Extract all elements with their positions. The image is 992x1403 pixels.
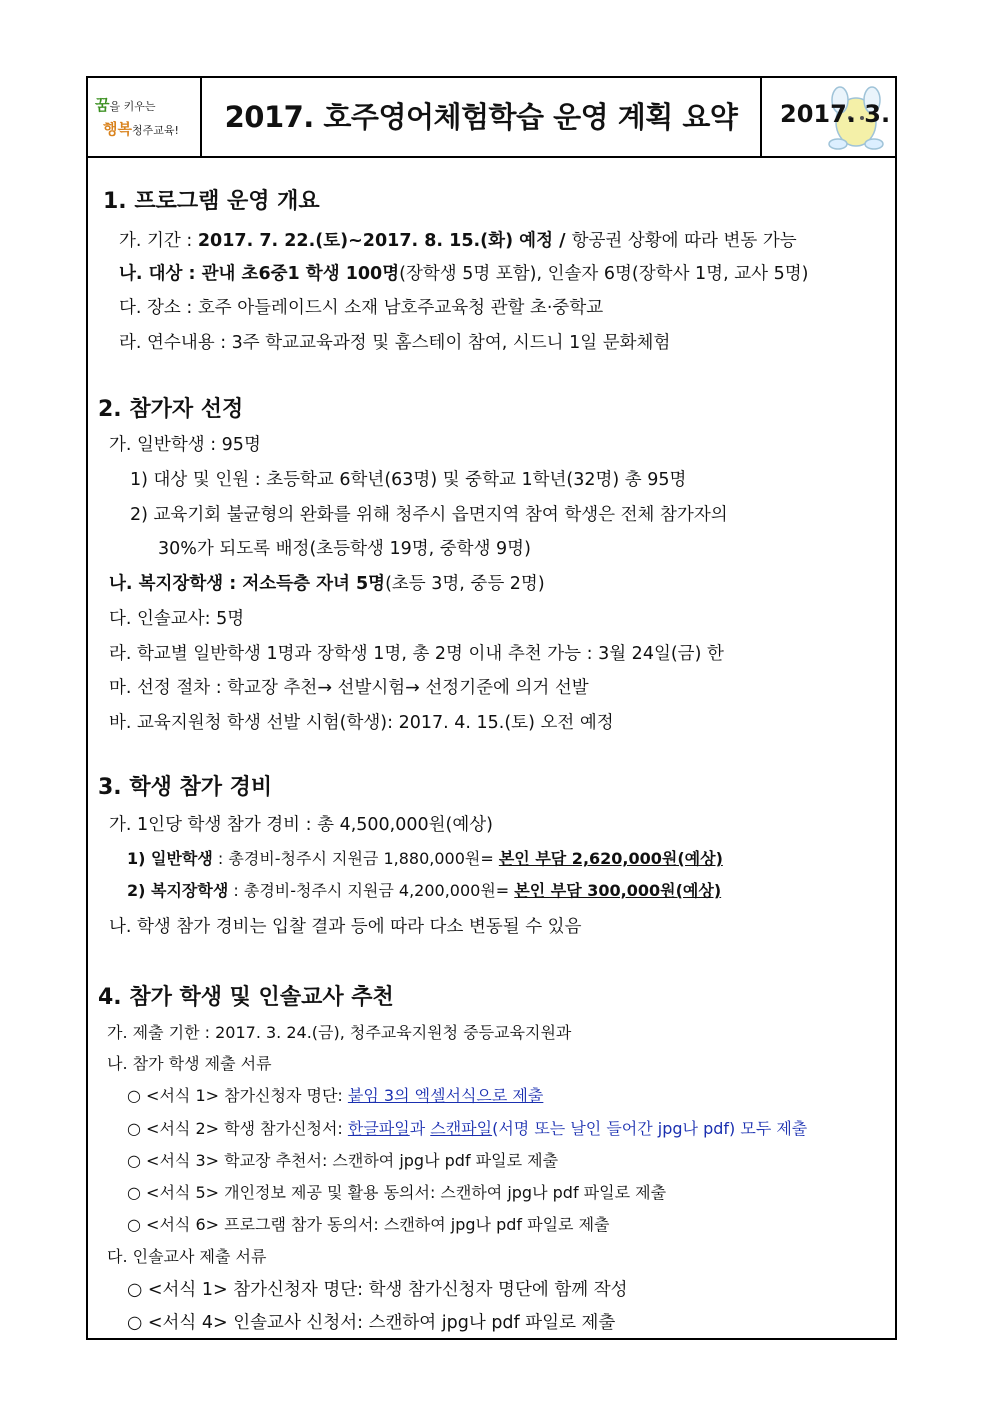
s4-form-1-link: 붙임 3의 엑셀서식으로 제출 (347, 1086, 544, 1105)
s2-general-2b: 30%가 되도록 배정(초등학생 19명, 중학생 9명) (158, 539, 531, 559)
header-table (88, 78, 895, 158)
slogan-line-2 (103, 118, 179, 139)
slogan-line-1 (95, 94, 156, 115)
s4-form-2 (127, 1116, 807, 1139)
s1-period-dates: 2017. 7. 22.(토)~2017. 8. 15.(화) 예정 / (197, 231, 572, 251)
s1-place: 다. 장소 : 호주 아들레이드시 소재 남호주교육청 관할 초·중학교 (119, 298, 604, 318)
s1-period-note: 항공권 상황에 따라 변동 가능 (571, 231, 797, 251)
s3-welfare-label: 2) 복지장학생 (127, 881, 229, 900)
section-3-heading: 3. 학생 참가 경비 (98, 775, 273, 800)
s4-form-1-label: ○ <서식 1> 참가신청자 명단: (127, 1086, 348, 1105)
slogan-logo (88, 78, 202, 156)
section-2-heading: 2. 참가자 선정 (98, 397, 244, 422)
s3-note: 나. 학생 참가 경비는 입찰 결과 등에 따라 다소 변동될 수 있음 (109, 917, 582, 937)
slogan-text-1: 을 키우는 (109, 100, 156, 113)
s2-school-quota: 라. 학교별 일반학생 1명과 장학생 1명, 총 2명 이내 추천 가능 : 3월 24일(금) 한 (109, 644, 724, 664)
section-4-heading: 4. 참가 학생 및 인솔교사 추천 (98, 985, 394, 1010)
s4-teacher-form-1: ○ <서식 1> 참가신청자 명단: 학생 참가신청자 명단에 함께 작성 (127, 1280, 628, 1300)
s4-form-2-hwp: 한글파일 (347, 1119, 410, 1138)
section-1-heading: 1. 프로그램 운영 개요 (103, 189, 320, 214)
s2-welfare-detail: (초등 3명, 중등 2명) (385, 574, 545, 594)
s3-welfare-burden: 본인 부담 300,000원(예상) (514, 881, 722, 900)
s1-period (119, 227, 797, 252)
s2-exam: 바. 교육지원청 학생 선발 시험(학생): 2017. 4. 15.(토) 오전 예정 (109, 713, 614, 733)
slogan-dream: 꿈 (95, 96, 110, 114)
s4-form-5: ○ <서식 5> 개인정보 제공 및 활용 동의서: 스캔하여 jpg나 pdf 파일로 제출 (127, 1183, 667, 1202)
s3-general-label: 1) 일반학생 (127, 849, 213, 868)
s2-teachers: 다. 인솔교사: 5명 (109, 609, 245, 629)
s2-welfare (109, 570, 545, 595)
s4-form-2-note: (서명 또는 날인 들어간 jpg나 pdf) 모두 제출 (492, 1119, 808, 1138)
s4-teacher-docs: 다. 인솔교사 제출 서류 (107, 1247, 267, 1266)
s1-target (119, 260, 808, 285)
s3-general-burden: 본인 부담 2,620,000원(예상) (498, 849, 723, 868)
s2-welfare-main: 나. 복지장학생 : 저소득층 자녀 5명 (109, 574, 386, 594)
s3-welfare-cost (127, 878, 721, 901)
s2-general-2a: 2) 교육기회 불균형의 완화를 위해 청주시 읍면지역 참여 학생은 전체 참가자의 (130, 505, 728, 525)
s1-content: 라. 연수내용 : 3주 학교교육과정 및 홈스테이 참여, 시드니 1일 문화체험 (119, 333, 671, 353)
s2-general: 가. 일반학생 : 95명 (109, 435, 261, 455)
s4-student-docs: 나. 참가 학생 제출 서류 (107, 1054, 272, 1073)
page-title: 2017. 호주영어체험학습 운영 계획 요약 (224, 100, 738, 134)
s1-period-label: 가. 기간 : (119, 231, 198, 251)
s3-cost: 가. 1인당 학생 참가 경비 : 총 4,500,000원(예상) (109, 815, 494, 835)
s4-deadline: 가. 제출 기한 : 2017. 3. 24.(금), 청주교육지원청 중등교육지원과 (107, 1023, 572, 1042)
s4-form-6: ○ <서식 6> 프로그램 참가 동의서: 스캔하여 jpg나 pdf 파일로 제출 (127, 1215, 610, 1234)
s4-form-2-label: ○ <서식 2> 학생 참가신청서: (127, 1119, 348, 1138)
s4-teacher-form-4: ○ <서식 4> 인솔교사 신청서: 스캔하여 jpg나 pdf 파일로 제출 (127, 1313, 616, 1333)
s4-form-3: ○ <서식 3> 학교장 추천서: 스캔하여 jpg나 pdf 파일로 제출 (127, 1151, 559, 1170)
s1-target-main: 나. 대상 : 관내 초6중1 학생 100명 (119, 264, 400, 284)
s3-general-cost (127, 846, 723, 869)
slogan-text-2: 청주교육! (131, 124, 179, 137)
date-cell (762, 78, 895, 156)
s4-form-1 (127, 1083, 543, 1106)
s4-form-2-and: 과 (409, 1119, 431, 1138)
s4-form-2-scan: 스캔파일 (430, 1119, 493, 1138)
slogan-happy: 행복 (103, 120, 132, 138)
s2-general-1: 1) 대상 및 인원 : 초등학교 6학년(63명) 및 중학교 1학년(32명) 총 95명 (130, 470, 687, 490)
s3-welfare-calc: : 총경비-청주시 지원금 4,200,000원= (228, 881, 515, 900)
s1-target-detail: (장학생 5명 포함), 인솔자 6명(장학사 1명, 교사 5명) (399, 264, 809, 284)
s3-general-calc: : 총경비-청주시 지원금 1,880,000원= (212, 849, 499, 868)
title-cell (202, 78, 762, 156)
s2-procedure: 마. 선정 절차 : 학교장 추천→ 선발시험→ 선정기준에 의거 선발 (109, 678, 589, 698)
issue-date: 2017. 3. (780, 100, 891, 128)
